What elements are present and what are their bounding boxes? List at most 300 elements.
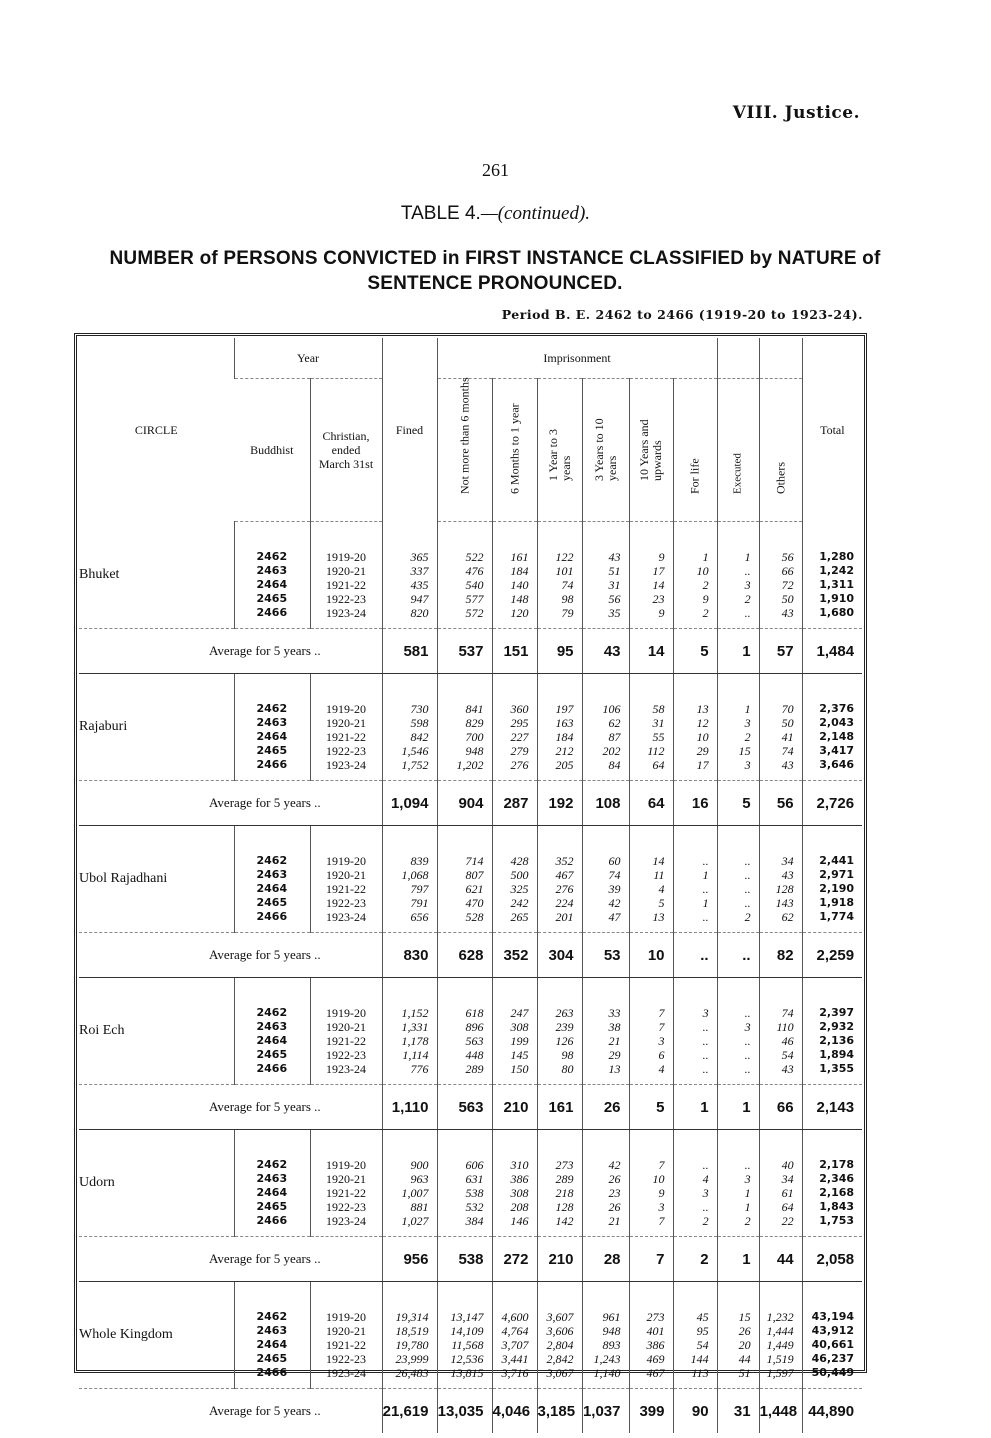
imp2-cell [492,1130,537,1237]
life-value: 3 [702,1006,709,1020]
average-value: 66 [759,1085,802,1130]
average-value: .. [717,933,759,978]
imp3-value: 142 [555,1214,574,1228]
buddhist-year-value: 2465 [256,1200,288,1213]
fined-value: 1,178 [401,1034,429,1048]
imp2-value: 310 [510,1158,529,1172]
imp-header-1-text: Not more than 6 months [457,377,471,494]
imp1-cell [437,978,492,1085]
circle-data-row [79,1282,862,1389]
imp4-value: 948 [602,1324,621,1338]
fined-value: 1,331 [401,1020,429,1034]
average-value: 1 [717,1085,759,1130]
executed-value: 20 [738,1338,751,1352]
life-value: 2 [702,1214,709,1228]
imp5-value: 31 [652,716,665,730]
imp2-value: 161 [510,550,529,564]
buddhist-year-value: 2465 [256,744,288,757]
imp1-value: 1,202 [456,758,484,772]
total-value: 1,753 [819,1214,855,1227]
imp5-value: 386 [646,1338,665,1352]
imp2-value: 295 [510,716,529,730]
total-value: 1,910 [819,591,855,605]
others-value: 66 [781,564,794,578]
imp1-value: 631 [465,1172,484,1186]
imp4-cell [582,522,629,629]
fined-value: 598 [410,716,429,730]
average-value: 272 [492,1237,537,1282]
executed-cell [717,826,759,933]
executed-value: 2 [744,910,751,924]
imp5-value: 11 [653,868,665,882]
average-value: 4,046 [492,1389,537,1434]
imp3-value: 467 [555,868,574,882]
life-value: 45 [696,1310,709,1324]
imp5-value: 401 [646,1324,665,1338]
imp-header-4 [582,379,629,522]
total-value: 2,148 [819,730,855,743]
others-value: 74 [781,1006,794,1020]
christian-year-value: 1920-21 [326,1172,366,1186]
imp4-value: 33 [608,1006,621,1020]
christian-year-value: 1919-20 [326,1006,366,1020]
average-value: 44 [759,1237,802,1282]
imp1-value: 448 [465,1048,484,1062]
christian-year-value: 1920-21 [326,1020,366,1034]
executed-value: 3 [744,1020,751,1034]
imp-header-life [673,379,717,522]
table-body [79,522,862,1434]
imp1-value: 476 [465,564,484,578]
table-title [0,203,991,225]
fined-value: 1,546 [401,744,429,758]
others-cell [759,522,802,629]
average-value: 2,726 [802,781,862,826]
total-value: 1,774 [819,910,855,923]
christian-header [310,379,382,522]
buddhist-year-value: 2462 [256,854,288,867]
fined-value: 1,068 [401,868,429,882]
buddhist-year-value: 2466 [256,1062,288,1075]
imp5-cell [629,1130,673,1237]
imp2-value: 4,600 [501,1310,529,1324]
imp4-value: 51 [608,564,621,578]
imp4-value: 23 [608,1186,621,1200]
christian-year-value: 1922-23 [326,896,366,910]
imp2-value: 500 [510,868,529,882]
executed-value: .. [744,606,751,620]
buddhist-year-value: 2462 [256,702,288,715]
imp4-value: 1,140 [593,1366,621,1380]
average-value: 57 [759,629,802,674]
imp2-value: 247 [510,1006,529,1020]
circle-data-row [79,978,862,1085]
imp2-value: 308 [510,1020,529,1034]
others-value: 56 [781,550,794,564]
average-value: 14 [629,629,673,674]
christian-year-value: 1920-21 [326,564,366,578]
fined-value: 365 [410,549,429,564]
others-value: 70 [781,702,794,716]
imp5-value: 14 [652,854,665,868]
total-value: 1,280 [819,549,855,563]
average-value: 161 [537,1085,582,1130]
others-value: 46 [781,1034,794,1048]
others-value: 1,449 [766,1338,794,1352]
imp4-value: 56 [608,592,621,606]
christian-year-cell [310,674,382,781]
christian-year-value: 1919-20 [326,1310,366,1324]
table-label: TABLE 4. [400,203,481,224]
buddhist-year-value: 2466 [256,758,288,771]
executed-value: 3 [744,578,751,592]
imp2-value: 386 [510,1172,529,1186]
executed-value: .. [744,882,751,896]
life-value: 17 [696,758,709,772]
imp3-value: 2,842 [546,1352,574,1366]
executed-value: 2 [744,592,751,606]
total-value: 43,194 [811,1310,855,1323]
life-value: .. [702,1048,709,1062]
average-value: 1,037 [582,1389,629,1434]
imp5-value: 112 [647,744,665,758]
total-value: 2,190 [819,882,855,895]
fined-cell [382,826,437,933]
imp1-value: 522 [465,550,484,564]
christian-year-value: 1921-22 [326,882,366,896]
christian-year-value: 1923-24 [326,758,366,772]
average-value: .. [673,933,717,978]
imp-header-life-text: For life [687,458,702,494]
fined-value: 839 [410,854,429,868]
christian-year-value: 1923-24 [326,1366,366,1380]
buddhist-year-value: 2462 [256,1310,288,1323]
imp1-value: 528 [465,910,484,924]
christian-year-value: 1922-23 [326,592,366,606]
others-cell [759,1130,802,1237]
imp5-value: 6 [658,1048,665,1062]
imp5-value: 467 [646,1366,665,1380]
imp4-value: 13 [608,1062,621,1076]
buddhist-year-value: 2463 [256,1172,288,1185]
imp2-value: 3,707 [501,1338,529,1352]
imp5-value: 3 [658,1034,665,1048]
buddhist-year-cell [234,674,310,781]
fined-value: 656 [410,910,429,924]
others-cell [759,674,802,781]
average-value: 44,890 [802,1389,862,1434]
life-value: .. [702,882,709,896]
total-value: 2,932 [819,1020,855,1033]
imp3-value: 273 [555,1158,574,1172]
christian-year-value: 1922-23 [326,1200,366,1214]
others-value: 43 [781,1062,794,1076]
imp4-value: 26 [608,1172,621,1186]
average-value: 581 [382,629,437,674]
imp5-value: 7 [658,1006,665,1020]
year-group-header: Year [234,338,382,379]
life-cell [673,978,717,1085]
imp2-value: 265 [510,910,529,924]
total-cell [802,1282,862,1389]
buddhist-year-value: 2463 [256,716,288,729]
total-value: 40,661 [811,1338,855,1351]
total-cell [802,522,862,629]
imp5-value: 10 [652,1172,665,1186]
circle-name: Whole Kingdom [79,1327,173,1342]
average-value: 304 [537,933,582,978]
executed-header-text: Executed [731,453,744,494]
imp4-cell [582,826,629,933]
imp5-value: 4 [658,1062,665,1076]
imp4-value: 106 [602,702,621,716]
imp1-cell [437,1282,492,1389]
circle-name: Roi Ech [79,1023,125,1038]
christian-year-cell [310,978,382,1085]
executed-value: 3 [744,1172,751,1186]
imp3-value: 224 [555,896,574,910]
buddhist-year-value: 2464 [256,1338,288,1351]
imp3-value: 201 [555,910,574,924]
executed-value: 26 [738,1324,751,1338]
imp5-value: 23 [652,592,665,606]
imp-header-2-text: 6 Months to 1 year [507,403,521,494]
executed-value: 1 [744,1186,751,1200]
total-cell [802,674,862,781]
average-value: 2,058 [802,1237,862,1282]
others-value: 43 [781,868,794,882]
imp1-value: 538 [465,1186,484,1200]
imp2-value: 227 [510,730,529,744]
circle-header: CIRCLE [134,422,178,437]
others-header-text: Others [773,462,788,494]
buddhist-year-cell [234,1282,310,1389]
average-value: 13,035 [437,1389,492,1434]
others-value: 72 [781,578,794,592]
others-value: 22 [781,1214,794,1228]
total-cell [802,1130,862,1237]
imp4-value: 29 [608,1048,621,1062]
executed-value: .. [744,1006,751,1020]
imp3-value: 352 [555,854,574,868]
imp4-value: 84 [608,758,621,772]
others-group-spacer [759,338,802,379]
fined-value: 18,519 [395,1324,429,1338]
fined-value: 23,999 [395,1352,429,1366]
life-value: 54 [696,1338,709,1352]
executed-header [717,379,759,522]
imp4-cell [582,674,629,781]
imp1-value: 384 [465,1214,484,1228]
executed-cell [717,1282,759,1389]
others-value: 43 [781,758,794,772]
fined-value: 1,752 [401,758,429,772]
imp3-value: 276 [555,882,574,896]
life-value: .. [702,1034,709,1048]
total-value: 2,376 [819,702,855,715]
average-value: 1 [717,1237,759,1282]
others-value: 1,232 [766,1310,794,1324]
christian-year-value: 1921-22 [326,1034,366,1048]
imp3-cell [537,1130,582,1237]
average-value: 1,110 [382,1085,437,1130]
average-label: Average for 5 years .. [79,1085,382,1130]
christian-year-value: 1923-24 [326,606,366,620]
imp2-cell [492,1282,537,1389]
executed-value: .. [744,1158,751,1172]
imp2-value: 3,441 [501,1352,529,1366]
imp4-value: 62 [608,716,621,730]
total-value: 1,894 [819,1048,855,1061]
imp1-value: 606 [465,1158,484,1172]
main-title: NUMBER of PERSONS CONVICTED in FIRST INSTANCE CLASSIFIED by NATURE of SENTENCE PRONOUNCED. [109,248,881,294]
christian-year-value: 1921-22 [326,1186,366,1200]
average-row [79,933,862,978]
buddhist-year-value: 2464 [256,578,288,591]
executed-value: 3 [744,758,751,772]
average-row [79,1085,862,1130]
life-cell [673,674,717,781]
executed-cell [717,674,759,781]
imp4-value: 87 [608,730,621,744]
buddhist-year-cell [234,826,310,933]
circle-name: Udorn [79,1175,115,1190]
average-value: 10 [629,933,673,978]
table-continued: —(continued). [480,203,591,224]
imp1-value: 14,109 [450,1324,484,1338]
buddhist-year-value: 2466 [256,1214,288,1227]
executed-value: 2 [744,1214,751,1228]
fined-cell [382,1282,437,1389]
executed-cell [717,978,759,1085]
average-value: 16 [673,781,717,826]
fined-value: 776 [410,1062,429,1076]
circle-data-row [79,826,862,933]
life-cell [673,1130,717,1237]
christian-year-value: 1920-21 [326,716,366,730]
fined-value: 1,114 [402,1048,429,1062]
buddhist-year-value: 2466 [256,1366,288,1379]
imp3-cell [537,522,582,629]
others-value: 74 [781,744,794,758]
imp2-value: 360 [510,702,529,716]
imp4-value: 35 [608,606,621,620]
buddhist-year-value: 2464 [256,882,288,895]
imp4-value: 1,243 [593,1352,621,1366]
buddhist-year-value: 2463 [256,564,288,577]
others-value: 54 [781,1048,794,1062]
christian-year-value: 1920-21 [326,868,366,882]
buddhist-year-value: 2462 [256,1006,288,1019]
imp1-value: 896 [465,1020,484,1034]
total-value: 2,441 [819,854,855,867]
life-value: 1 [702,896,709,910]
imp4-cell [582,1130,629,1237]
imp4-value: 961 [602,1310,621,1324]
imp2-value: 140 [510,578,529,592]
imp4-value: 47 [608,910,621,924]
others-value: 143 [775,896,794,910]
buddhist-year-value: 2466 [256,910,288,923]
total-value: 1,311 [819,577,855,591]
average-value: 352 [492,933,537,978]
imp-header-1 [437,379,492,522]
others-value: 50 [781,716,794,730]
total-value: 2,136 [819,1034,855,1047]
imp4-value: 43 [608,550,621,564]
imp-header-5-text: 10 Years and upwards [637,419,664,481]
imp5-value: 13 [652,910,665,924]
imp3-cell [537,826,582,933]
imp5-cell [629,978,673,1085]
christian-year-value: 1922-23 [326,1048,366,1062]
imp3-value: 3,606 [546,1324,574,1338]
buddhist-year-value: 2465 [256,1352,288,1365]
executed-value: 15 [738,1310,751,1324]
life-value: 13 [696,702,709,716]
life-value: 10 [696,564,709,578]
imp4-value: 42 [608,1158,621,1172]
imp5-value: 17 [652,564,665,578]
total-value: 50,449 [811,1366,855,1379]
imp2-value: 145 [510,1048,529,1062]
life-value: .. [702,910,709,924]
average-value: 31 [717,1389,759,1434]
imprisonment-group-header: Imprisonment [437,338,717,379]
imp3-value: 126 [555,1034,574,1048]
executed-value: .. [744,1034,751,1048]
average-label: Average for 5 years .. [79,933,382,978]
fined-value: 730 [410,702,429,716]
imp5-cell [629,522,673,629]
imp3-value: 3,607 [546,1310,574,1324]
average-label: Average for 5 years .. [79,1389,382,1434]
christian-year-value: 1923-24 [326,1214,366,1228]
average-value: 21,619 [382,1389,437,1434]
imp3-cell [537,674,582,781]
christian-year-value: 1923-24 [326,1062,366,1076]
executed-value: 51 [738,1366,751,1380]
imp1-value: 13,815 [450,1366,484,1380]
buddhist-year-value: 2462 [256,1158,288,1171]
imp3-value: 80 [561,1062,574,1076]
imp1-value: 12,536 [450,1352,484,1366]
average-value: 26 [582,1085,629,1130]
average-value: 956 [382,1237,437,1282]
average-value: 1 [717,629,759,674]
total-value: 2,043 [819,716,855,729]
imp5-value: 3 [658,1200,665,1214]
imp-header-5 [629,379,673,522]
imp4-value: 26 [608,1200,621,1214]
imp2-cell [492,978,537,1085]
imp1-value: 577 [465,592,484,606]
others-value: 34 [781,1172,794,1186]
imp1-value: 13,147 [450,1310,484,1324]
imp5-value: 55 [652,730,665,744]
imp5-value: 7 [658,1158,665,1172]
others-value: 61 [781,1186,794,1200]
buddhist-year-value: 2463 [256,1020,288,1033]
average-value: 64 [629,781,673,826]
imp3-value: 212 [555,744,574,758]
circle-name: Bhuket [79,566,120,582]
imp4-cell [582,1282,629,1389]
average-value: 151 [492,629,537,674]
total-value: 3,646 [819,758,855,771]
imp4-cell [582,978,629,1085]
life-value: .. [702,854,709,868]
